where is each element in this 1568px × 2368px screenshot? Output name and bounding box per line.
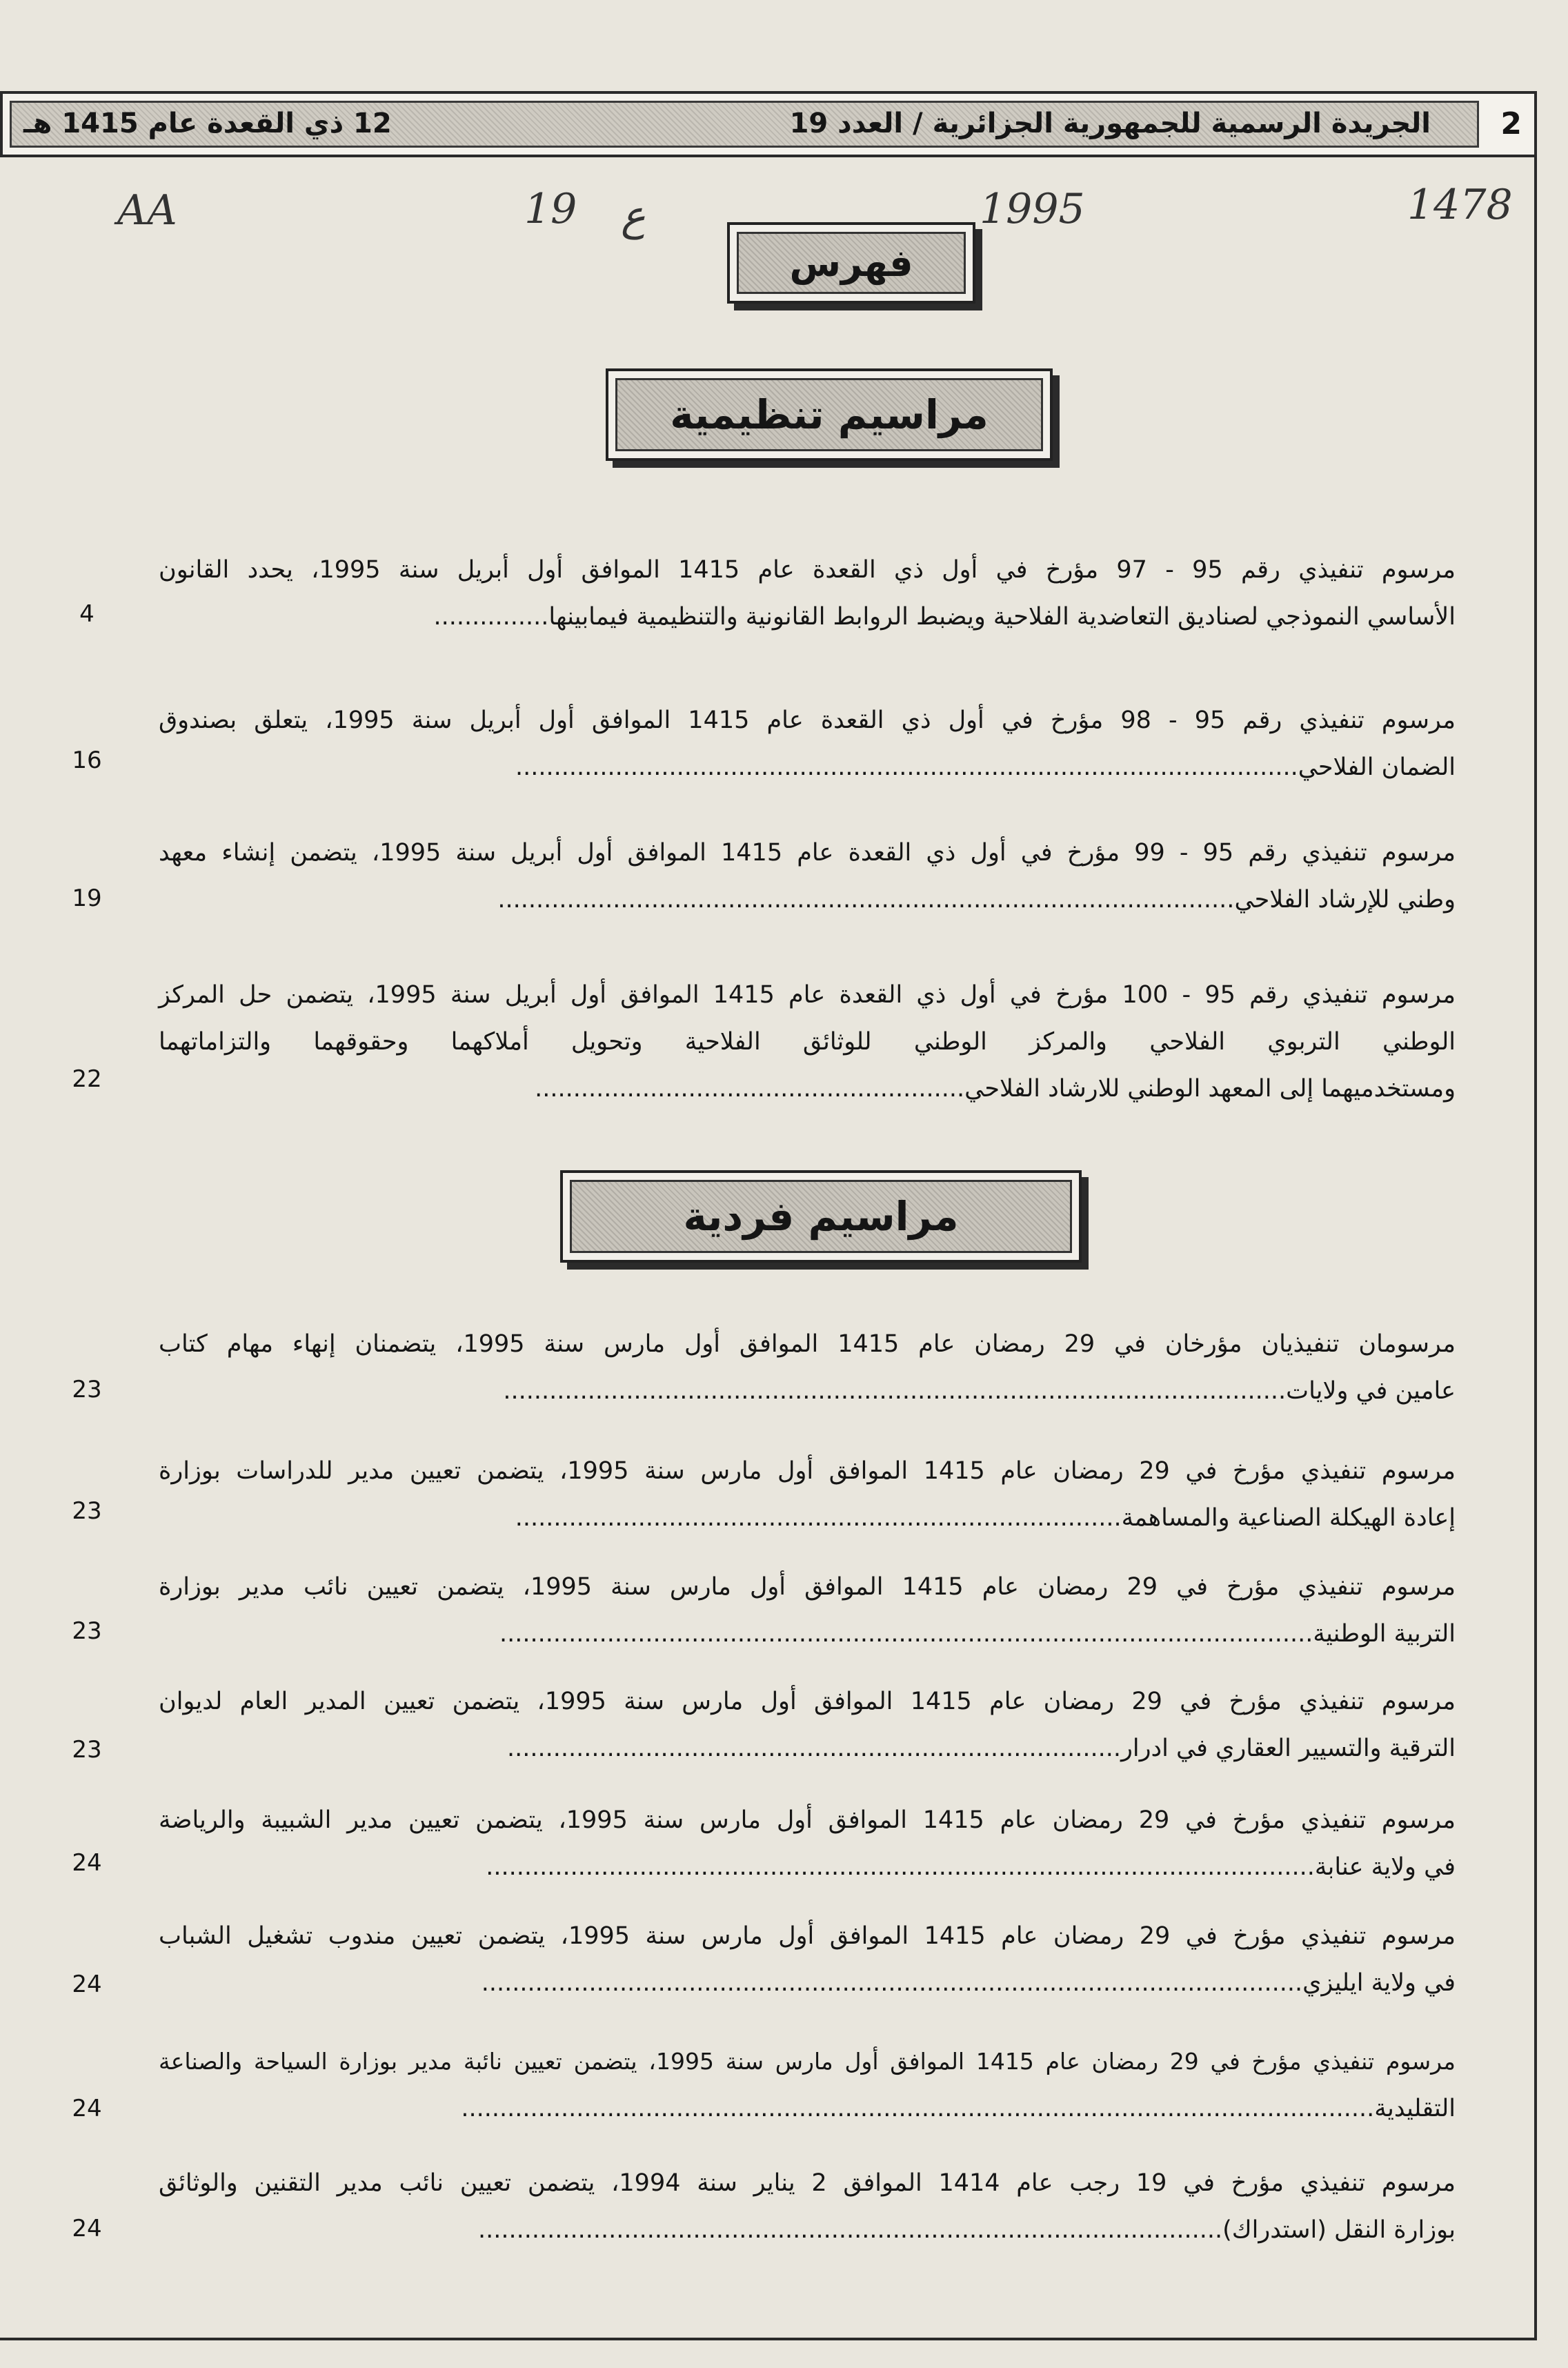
entry-line: بوزارة النقل (استدراك)................................................................................................. [477, 2216, 1456, 2244]
entry-page-number: 16 [72, 747, 102, 774]
toc-entry [159, 2038, 1456, 2132]
toc-entry [159, 546, 1456, 640]
section-title-individual: مراسيم فردية [570, 1180, 1072, 1253]
toc-entry [159, 697, 1456, 791]
entry-page-number: 24 [72, 2215, 102, 2242]
entry-line: مرسوم تنفيذي مؤرخ في 29 رمضان عام 1415 الموافق أول مارس سنة 1995، يتضمن تعيين نائب مدير بوزارة [159, 1573, 1456, 1601]
page-header [0, 91, 1537, 157]
entry-line: مرسوم تنفيذي مؤرخ في 29 رمضان عام 1415 الموافق أول مارس سنة 1995، يتضمن تعيين مدير الشبيبة والرياضة [159, 1806, 1456, 1834]
entry-line: الوطني التربوي الفلاحي والمركز الوطني للوثائق الفلاحية وتحويل أملاكهما وحقوقهما والتزاماتهما [159, 1028, 1456, 1056]
entry-page-number: 24 [72, 1971, 102, 1998]
entry-line: الضمان الفلاحي...................................................................................................... [515, 753, 1456, 781]
index-title-box [727, 222, 975, 304]
entry-line: مرسوم تنفيذي مؤرخ في 29 رمضان عام 1415 الموافق أول مارس سنة 1995، يتضمن تعيين مدير للدراسات بوزارة [159, 1457, 1456, 1485]
toc-entry [159, 2160, 1456, 2253]
toc-entry [159, 829, 1456, 923]
entry-line: الأساسي النموذجي لصناديق التعاضدية الفلاحية ويضبط الروابط القانونية والتنظيمية فيمابينها............... [433, 603, 1456, 631]
entry-line: مرسوم تنفيذي مؤرخ في 29 رمضان عام 1415 الموافق أول مارس سنة 1995، يتضمن تعيين نائبة مدير بوزارة السياحة والصناعة [159, 2048, 1456, 2075]
toc-entry [159, 1913, 1456, 2006]
entry-line: إعادة الهيكلة الصناعية والمساهمة............................................................................... [515, 1504, 1456, 1532]
index-title: فهرس [737, 232, 966, 294]
toc-entry [159, 1797, 1456, 1891]
entry-line: مرسوم تنفيذي مؤرخ في 19 رجب عام 1414 الموافق 2 يناير سنة 1994، يتضمن تعيين نائب مدير التقنين والوثائق [159, 2169, 1456, 2197]
entry-line: عامين في ولايات...................................................................................................... [503, 1377, 1456, 1405]
entry-line: التقليدية....................................................................................................................... [461, 2095, 1456, 2122]
entry-page-number: 4 [79, 600, 95, 628]
entry-line: مرسوم تنفيذي رقم 95 - 99 مؤرخ في أول ذي القعدة عام 1415 الموافق أول أبريل سنة 1995، يتضمن إنشاء معهد [159, 839, 1456, 867]
frame-bottom-border [0, 2338, 1537, 2340]
handwritten-note-c: ع [621, 192, 646, 240]
toc-entry [159, 1321, 1456, 1414]
toc-entry [159, 971, 1456, 1112]
entry-line: في ولاية ايليزي........................................................................................................... [481, 1969, 1456, 1997]
entry-line: مرسوم تنفيذي مؤرخ في 29 رمضان عام 1415 الموافق أول مارس سنة 1995، يتضمن تعيين المدير العام لديوان [159, 1688, 1456, 1715]
entry-page-number: 23 [72, 1497, 102, 1525]
handwritten-note-e: 1478 [1407, 181, 1513, 229]
entry-line: الترقية والتسيير العقاري في ادرار................................................................................ [506, 1735, 1456, 1762]
entry-page-number: 23 [72, 1617, 102, 1645]
entry-line: مرسوم تنفيذي رقم 95 - 98 مؤرخ في أول ذي القعدة عام 1415 الموافق أول أبريل سنة 1995، يتعلق بصندوق [159, 707, 1456, 734]
entry-line: وطني للإرشاد الفلاحي................................................................................................ [497, 886, 1456, 914]
handwritten-note-a: AA [117, 186, 177, 235]
entry-line: في ولاية عنابة............................................................................................................ [486, 1853, 1456, 1881]
entry-page-number: 22 [72, 1065, 102, 1093]
entry-page-number: 23 [72, 1736, 102, 1764]
toc-entry [159, 1448, 1456, 1541]
entry-page-number: 24 [72, 1849, 102, 1877]
toc-entry [159, 1678, 1456, 1772]
entry-line: التربية الوطنية.......................................................................................................... [499, 1620, 1456, 1648]
handwritten-note-d: 1995 [980, 185, 1085, 233]
section-box-regulatory [606, 368, 1053, 461]
section-title-regulatory: مراسيم تنظيمية [615, 378, 1043, 451]
entry-line: مرسوم تنفيذي مؤرخ في 29 رمضان عام 1415 الموافق أول مارس سنة 1995، يتضمن تعيين مندوب تشغيل الشباب [159, 1922, 1456, 1950]
entry-line: مرسوم تنفيذي رقم 95 - 97 مؤرخ في أول ذي القعدة عام 1415 الموافق أول أبريل سنة 1995، يحدد القانون [159, 556, 1456, 584]
entry-line: مرسومان تنفيذيان مؤرخان في 29 رمضان عام 1415 الموافق أول مارس سنة 1995، يتضمنان إنهاء مهام كتاب [159, 1330, 1456, 1358]
entry-page-number: 23 [72, 1376, 102, 1403]
toc-entry [159, 1563, 1456, 1657]
issue-date: 12 ذي القعدة عام 1415 هـ [23, 108, 392, 139]
handwritten-note-b: 19 [524, 185, 577, 233]
page-number: 2 [1500, 106, 1522, 141]
entry-line: ومستخدميهما إلى المعهد الوطني للارشاد الفلاحي........................................................ [535, 1075, 1456, 1103]
frame-right-border [1534, 91, 1537, 2340]
entry-page-number: 24 [72, 2095, 102, 2122]
section-box-individual [560, 1170, 1082, 1263]
entry-page-number: 19 [72, 885, 102, 912]
masthead: الجريدة الرسمية للجمهورية الجزائرية / العدد 19 [789, 108, 1431, 139]
entry-line: مرسوم تنفيذي رقم 95 - 100 مؤرخ في أول ذي القعدة عام 1415 الموافق أول أبريل سنة 1995، يتضمن حل المركز [159, 981, 1456, 1009]
